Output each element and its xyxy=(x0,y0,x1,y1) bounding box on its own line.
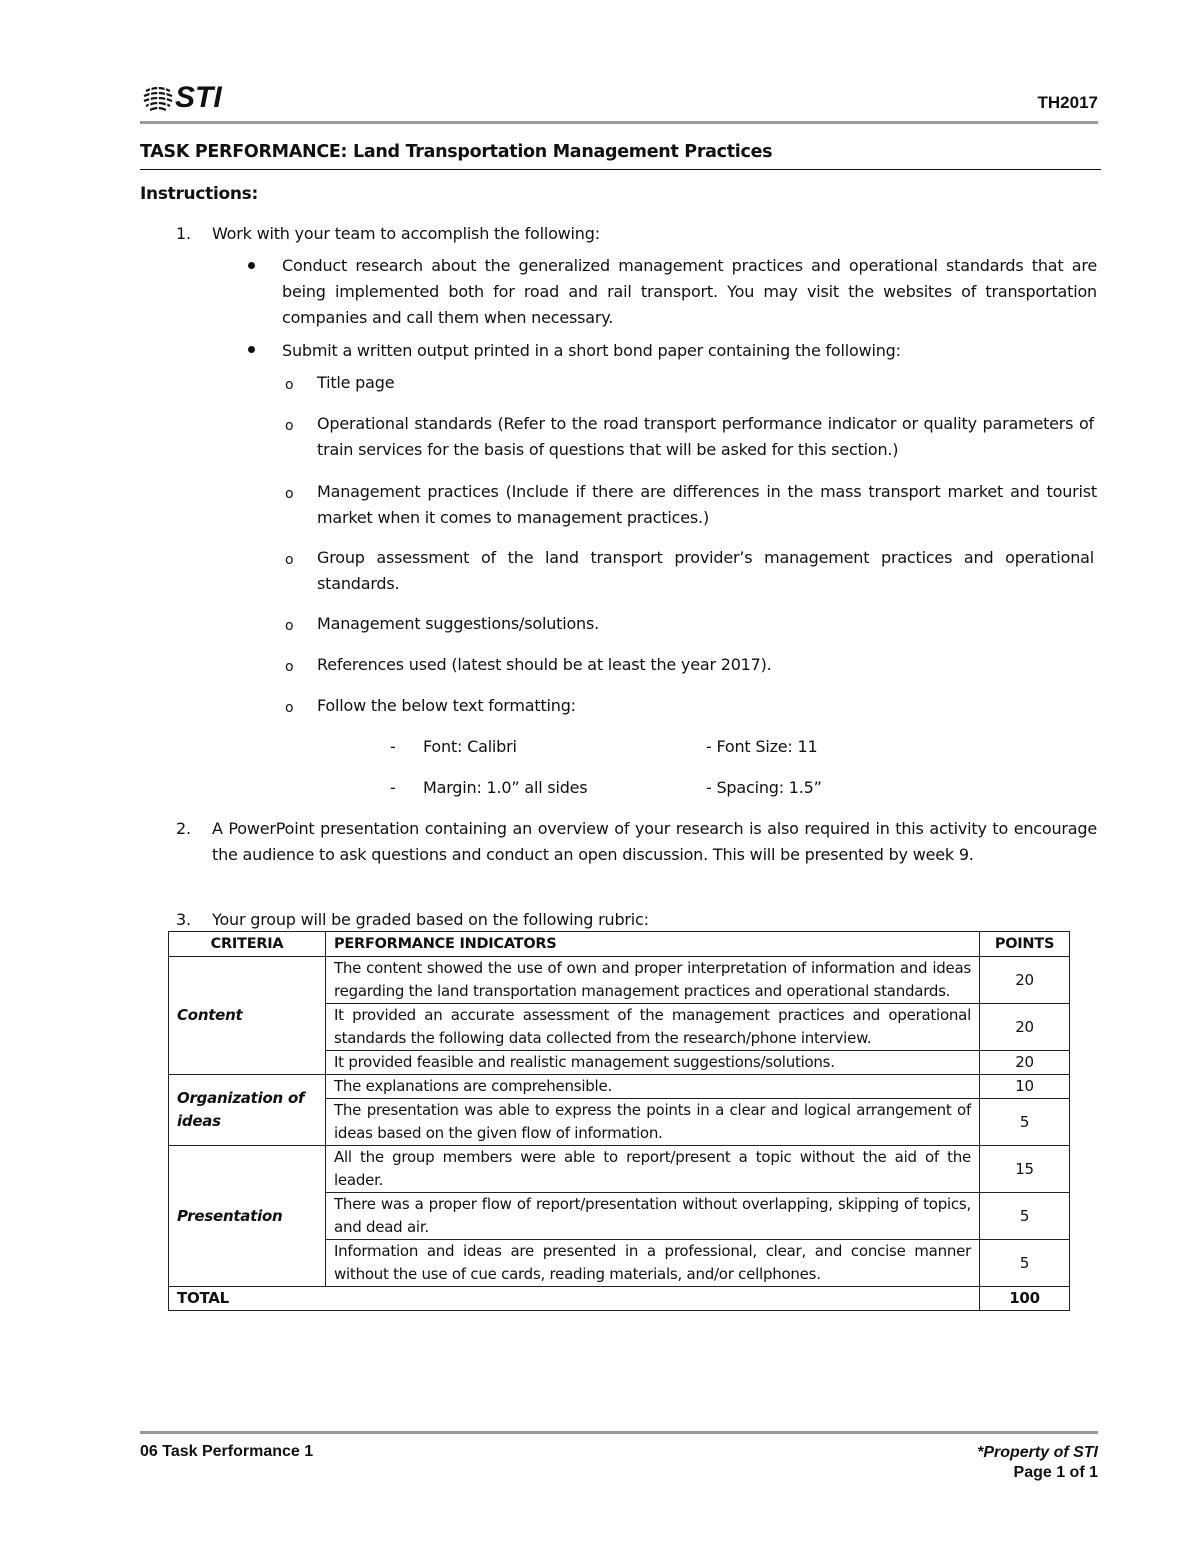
indicator-cell: The content showed the use of own and proper interpretation of information and ideas regarding the land transportation management practices and operational standards. xyxy=(326,957,980,1004)
header-divider xyxy=(140,121,1098,124)
item-number: 2. xyxy=(176,819,191,838)
indicator-cell: The presentation was able to express the points in a clear and logical arrangement of ideas based on the given flow of information. xyxy=(326,1099,980,1146)
sub-bullet-icon: o xyxy=(285,486,294,502)
indicator-cell: It provided feasible and realistic management suggestions/solutions. xyxy=(326,1051,980,1075)
points-cell: 5 xyxy=(980,1240,1070,1287)
points-cell: 5 xyxy=(980,1099,1070,1146)
sub-item-text: Follow the below text formatting: xyxy=(317,696,576,715)
sub-bullet-icon: o xyxy=(285,418,294,434)
format-font: Font: Calibri xyxy=(423,737,517,756)
logo-wordmark: STI xyxy=(175,81,222,114)
criteria-cell: Content xyxy=(169,957,326,1075)
footer-document-name: 06 Task Performance 1 xyxy=(140,1443,314,1460)
sti-logo xyxy=(143,80,223,116)
item-text: Your group will be graded based on the following rubric: xyxy=(212,910,649,929)
table-row xyxy=(169,1075,1070,1099)
points-cell: 20 xyxy=(980,1051,1070,1075)
footer-right xyxy=(977,1443,1098,1483)
format-dash: - xyxy=(390,778,396,797)
sub-item-text: Group assessment of the land transport provider’s management practices and operational standards. xyxy=(317,548,1094,593)
table-row xyxy=(169,957,1070,1004)
bullet-text: Conduct research about the generalized management practices and operational standards that are being implemented both for road and rail transport. You may visit the websites of transportation companies and call them when necessary. xyxy=(282,256,1097,327)
instructions-heading: Instructions: xyxy=(140,184,258,204)
sub-bullet-icon: o xyxy=(285,552,294,568)
sub-item-text: References used (latest should be at least the year 2017). xyxy=(317,655,772,674)
bullet-icon xyxy=(248,262,255,269)
table-row xyxy=(169,1146,1070,1193)
bullet-text: Submit a written output printed in a short bond paper containing the following: xyxy=(282,341,901,360)
table-header-row xyxy=(169,932,1070,957)
item-number: 1. xyxy=(176,224,191,243)
footer-property: *Property of STI xyxy=(977,1444,1098,1461)
item-text: A PowerPoint presentation containing an overview of your research is also required in this activity to encourage the audience to ask questions and conduct an open discussion. This will be presented by week 9. xyxy=(212,819,1097,864)
sti-globe-icon xyxy=(143,83,173,113)
format-dash: - xyxy=(390,737,396,756)
title-divider xyxy=(140,169,1101,170)
points-cell: 10 xyxy=(980,1075,1070,1099)
points-cell: 15 xyxy=(980,1146,1070,1193)
criteria-cell: Presentation xyxy=(169,1146,326,1287)
total-label: TOTAL xyxy=(169,1287,980,1311)
format-font-size: - Font Size: 11 xyxy=(706,737,818,756)
sub-bullet-icon: o xyxy=(285,659,294,675)
footer-page-number: Page 1 of 1 xyxy=(1013,1464,1098,1481)
sub-item-text: Operational standards (Refer to the road transport performance indicator or quality parameters of train services for the basis of questions that will be asked for this section.) xyxy=(317,414,1094,459)
sub-item-text: Management practices (Include if there are differences in the mass transport market and tourist market when it comes to management practices.) xyxy=(317,482,1097,527)
item-number: 3. xyxy=(176,910,191,929)
rubric-table xyxy=(168,931,1070,1311)
indicator-cell: It provided an accurate assessment of the management practices and operational standards the following data collected from the research/phone interview. xyxy=(326,1004,980,1051)
points-header: POINTS xyxy=(980,932,1070,957)
format-margin: Margin: 1.0” all sides xyxy=(423,778,588,797)
sub-item-text: Title page xyxy=(317,373,395,392)
item-text: Work with your team to accomplish the following: xyxy=(212,224,600,243)
footer-divider xyxy=(140,1431,1098,1434)
sub-item-text: Management suggestions/solutions. xyxy=(317,614,600,633)
total-row xyxy=(169,1287,1070,1311)
sub-bullet-icon: o xyxy=(285,700,294,716)
indicator-cell: Information and ideas are presented in a professional, clear, and concise manner without the use of cue cards, reading materials, and/or cellphones. xyxy=(326,1240,980,1287)
indicator-cell: There was a proper flow of report/presentation without overlapping, skipping of topics, and dead air. xyxy=(326,1193,980,1240)
points-cell: 5 xyxy=(980,1193,1070,1240)
points-cell: 20 xyxy=(980,1004,1070,1051)
page-title: TASK PERFORMANCE: Land Transportation Management Practices xyxy=(140,142,773,162)
format-spacing: - Spacing: 1.5” xyxy=(706,778,822,797)
criteria-header: CRITERIA xyxy=(169,932,326,957)
points-cell: 20 xyxy=(980,957,1070,1004)
bullet-icon xyxy=(248,346,255,353)
indicator-cell: All the group members were able to report/present a topic without the aid of the leader. xyxy=(326,1146,980,1193)
indicator-cell: The explanations are comprehensible. xyxy=(326,1075,980,1099)
document-code: TH2017 xyxy=(1037,93,1098,112)
indicators-header: PERFORMANCE INDICATORS xyxy=(326,932,980,957)
total-points: 100 xyxy=(980,1287,1070,1311)
criteria-cell: Organization of ideas xyxy=(169,1075,326,1146)
sub-bullet-icon: o xyxy=(285,618,294,634)
sub-bullet-icon: o xyxy=(285,377,294,393)
